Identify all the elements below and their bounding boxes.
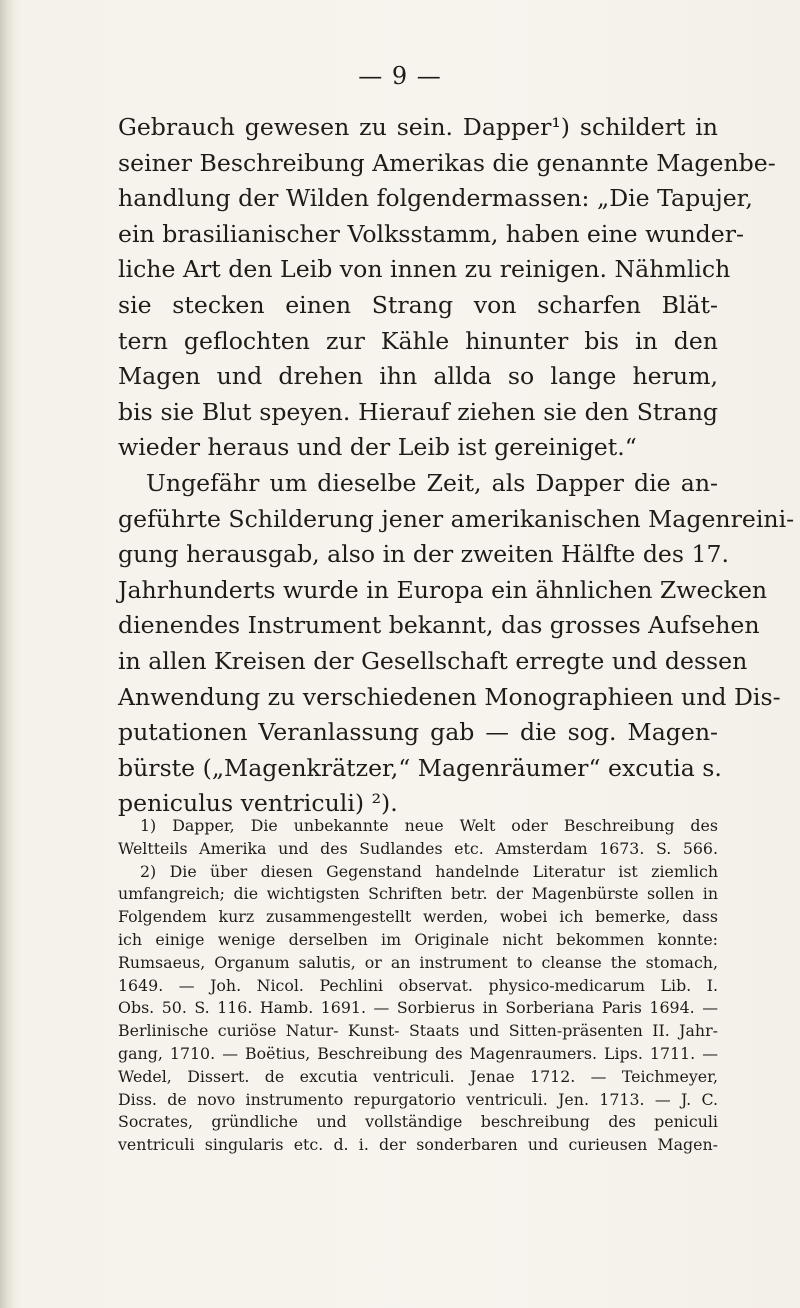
body-line: dienendes Instrument bekannt, das grosses Aufsehen xyxy=(118,611,760,640)
footnote-line: ventriculi singularis etc. d. i. der sonderbaren und curieusen Magen- xyxy=(118,1135,718,1155)
footnote-line: Wedel, Dissert. de excutia ventriculi. Jenae 1712. — Teichmeyer, xyxy=(118,1066,718,1086)
body-line: bis sie Blut speyen. Hierauf ziehen sie den Strang xyxy=(118,397,718,426)
body-line: Magen und drehen ihn allda so lange herum, xyxy=(118,362,718,391)
body-line: gung herausgab, also in der zweiten Hälfte des 17. xyxy=(118,540,730,569)
footnotes xyxy=(118,815,718,1157)
body-line: wieder heraus und der Leib ist gereiniget.“ xyxy=(118,433,637,462)
body-line: geführte Schilderung jener amerikanischen Magenreini- xyxy=(118,504,795,533)
body-line: peniculus ventriculi) ²). xyxy=(118,789,398,818)
footnote-line: Socrates, gründliche und vollständige beschreibung des peniculi xyxy=(118,1112,718,1132)
footnote-line: gang, 1710. — Boëtius, Beschreibung des Magenraumers. Lips. 1711. — xyxy=(118,1043,718,1063)
body-line: Gebrauch gewesen zu sein. Dapper¹) schildert in xyxy=(118,113,718,141)
body-line: liche Art den Leib von innen zu reinigen. Nähmlich xyxy=(118,255,731,284)
footnote-line: Folgendem kurz zusammengestellt werden, wobei ich bemerke, dass xyxy=(118,907,718,927)
footnote-line: Obs. 50. S. 116. Hamb. 1691. — Sorbierus in Sorberiana Paris 1694. — xyxy=(118,998,718,1018)
footnote-line: Diss. de novo instrumento repurgatorio ventriculi. Jen. 1713. — J. C. xyxy=(118,1089,718,1109)
footnote-line: ich einige wenige derselben im Originale nicht bekommen konnte: xyxy=(118,929,718,949)
footnote-line: 2) Die über diesen Gegenstand handelnde Literatur ist ziemlich xyxy=(140,861,718,881)
page-number: — 9 — xyxy=(358,62,442,90)
footnote-line: Weltteils Amerika und des Sudlandes etc. Amsterdam 1673. S. 566. xyxy=(118,838,718,858)
body-line: Anwendung zu verschiedenen Monographieen und Dis- xyxy=(118,682,781,711)
body-line: ein brasilianischer Volksstamm, haben eine wunder- xyxy=(118,219,744,248)
footnote-line: Berlinische curiöse Natur- Kunst- Staats und Sitten-präsenten II. Jahr- xyxy=(118,1021,718,1041)
footnote-line: Rumsaeus, Organum salutis, or an instrument to cleanse the stomach, xyxy=(118,952,718,972)
footnote-line: 1649. — Joh. Nicol. Pechlini observat. physico-medicarum Lib. I. xyxy=(118,975,718,995)
body-line: Jahrhunderts wurde in Europa ein ähnlichen Zwecken xyxy=(118,575,768,604)
body-text xyxy=(118,110,795,822)
body-line: seiner Beschreibung Amerikas die genannte Magenbe- xyxy=(118,148,776,177)
footnote-line: umfangreich; die wichtigsten Schriften betr. der Magenbürste sollen in xyxy=(118,884,718,904)
body-line: in allen Kreisen der Gesellschaft erregte und dessen xyxy=(118,646,748,675)
body-line: Ungefähr um dieselbe Zeit, als Dapper die an- xyxy=(146,468,718,497)
body-line: putationen Veranlassung gab — die sog. Magen- xyxy=(118,718,718,747)
body-line: handlung der Wilden folgendermassen: „Die Tapujer, xyxy=(118,184,753,213)
body-line: tern geflochten zur Kähle hinunter bis in den xyxy=(118,326,718,355)
body-line: bürste („Magenkrätzer,“ Magenräumer“ excutia s. xyxy=(118,753,722,782)
body-line: sie stecken einen Strang von scharfen Blät- xyxy=(118,290,718,319)
page-binding-edge xyxy=(0,0,14,1308)
footnote-line: 1) Dapper, Die unbekannte neue Welt oder Beschreibung des xyxy=(140,816,718,835)
